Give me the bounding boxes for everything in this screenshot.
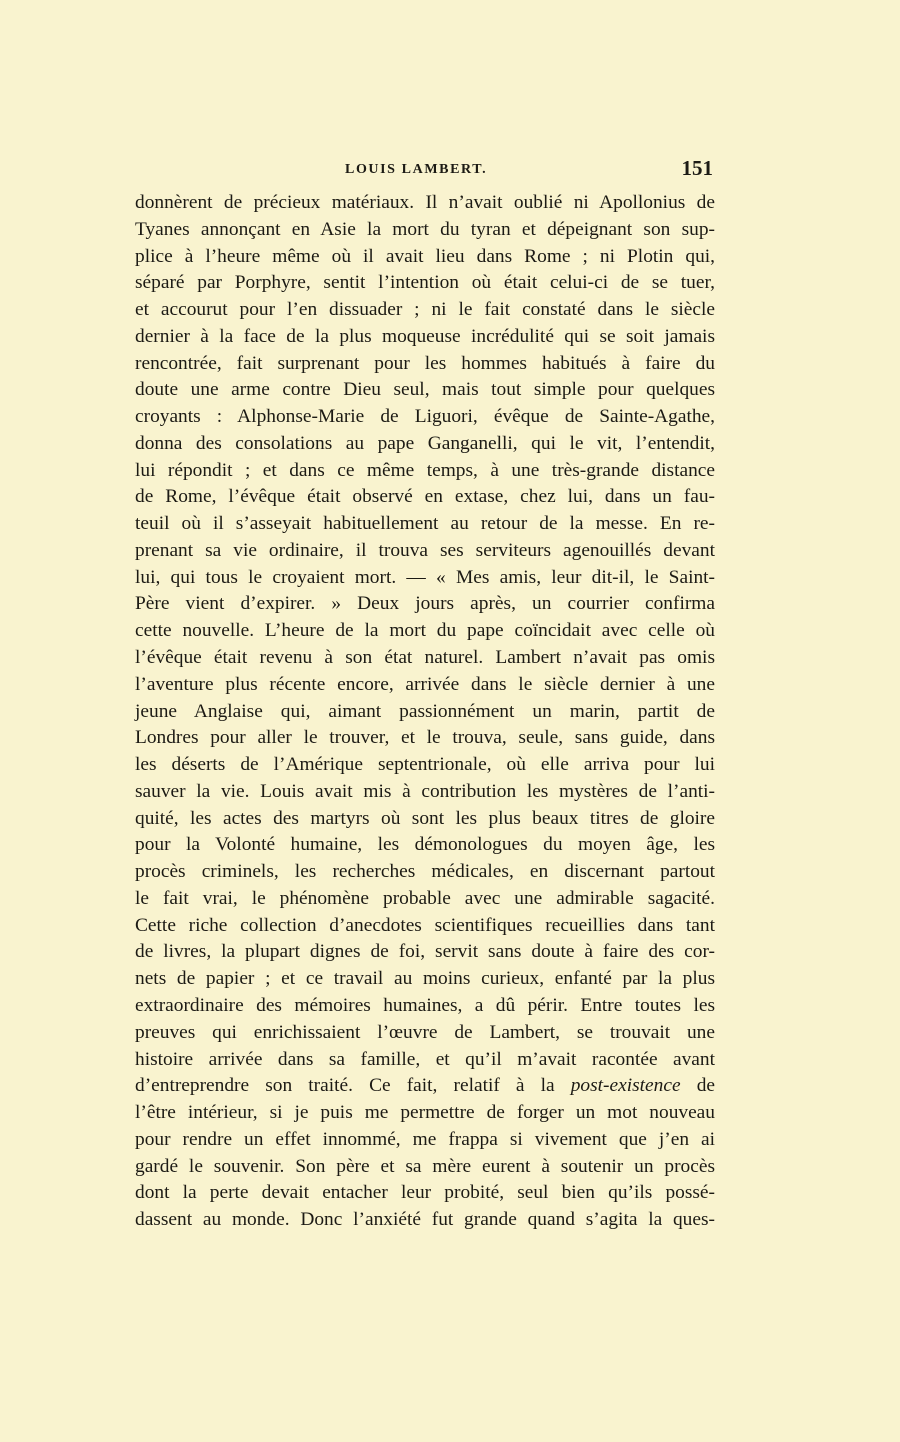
text-segment: d’entreprendre son traité. Ce fait, relatif à la xyxy=(135,1075,571,1097)
running-title: LOUIS LAMBERT. xyxy=(345,162,488,177)
page-number: 151 xyxy=(681,156,713,180)
page-header xyxy=(135,158,715,184)
text-line: pour la Volonté humaine, les démonologues du moyen âge, les xyxy=(135,834,715,856)
text-line: procès criminels, les recherches médicales, en discernant partout xyxy=(135,861,715,883)
text-line: Londres pour aller le trouver, et le trouva, seule, sans guide, dans xyxy=(135,727,715,749)
text-line: Père vient d’expirer. » Deux jours après, un courrier confirma xyxy=(135,593,715,615)
text-line: donnèrent de précieux matériaux. Il n’avait oublié ni Apollonius de xyxy=(135,192,715,213)
italic-term: post-existence xyxy=(570,1075,681,1097)
text-line: l’être intérieur, si je puis me permettre de forger un mot nouveau xyxy=(135,1102,715,1124)
text-line: nets de papier ; et ce travail au moins curieux, enfanté par la plus xyxy=(135,968,715,990)
text-line: Tyanes annonçant en Asie la mort du tyran et dépeignant son sup- xyxy=(135,218,715,240)
text-line: donna des consolations au pape Ganganelli, qui le vit, l’entendit, xyxy=(135,432,715,454)
text-line: pour rendre un effet innommé, me frappa si vivement que j’en ai xyxy=(135,1128,715,1150)
text-line: les déserts de l’Amérique septentrionale, où elle arriva pour lui xyxy=(135,754,715,776)
text-line: dassent au monde. Donc l’anxiété fut grande quand s’agita la ques- xyxy=(135,1209,715,1231)
text-line: de livres, la plupart dignes de foi, servit sans doute à faire des cor- xyxy=(135,941,715,963)
text-line: croyants : Alphonse-Marie de Liguori, évêque de Sainte-Agathe, xyxy=(135,406,715,428)
text-line: de Rome, l’évêque était observé en extase, chez lui, dans un fau- xyxy=(135,486,715,508)
text-line: dont la perte devait entacher leur probité, seul bien qu’ils possé- xyxy=(135,1182,715,1204)
text-segment: de xyxy=(680,1075,715,1097)
text-line: histoire arrivée dans sa famille, et qu’il m’avait racontée avant xyxy=(135,1048,715,1070)
text-line: plice à l’heure même où il avait lieu dans Rome ; ni Plotin qui, xyxy=(135,245,715,267)
text-line: teuil où il s’asseyait habituellement au retour de la messe. En re- xyxy=(135,513,715,535)
text-line: cette nouvelle. L’heure de la mort du pape coïncidait avec celle où xyxy=(135,620,715,642)
text-line: jeune Anglaise qui, aimant passionnément un marin, partit de xyxy=(135,700,715,722)
text-line: extraordinaire des mémoires humaines, a dû périr. Entre toutes les xyxy=(135,994,715,1016)
text-line: rencontrée, fait surprenant pour les hommes habitués à faire du xyxy=(135,352,715,374)
text-line: gardé le souvenir. Son père et sa mère eurent à soutenir un procès xyxy=(135,1155,715,1177)
text-line: Cette riche collection d’anecdotes scientifiques recueillies dans tant xyxy=(135,914,715,936)
text-line: quité, les actes des martyrs où sont les plus beaux titres de gloire xyxy=(135,807,715,829)
body-text xyxy=(135,190,715,1234)
text-line: séparé par Porphyre, sentit l’intention où était celui-ci de se tuer, xyxy=(135,272,715,294)
text-line: preuves qui enrichissaient l’œuvre de Lambert, se trouvait une xyxy=(135,1021,715,1043)
text-line: le fait vrai, le phénomène probable avec une admirable sagacité. xyxy=(135,887,715,909)
text-line: l’évêque était revenu à son état naturel. Lambert n’avait pas omis xyxy=(135,647,715,669)
text-line: lui répondit ; et dans ce même temps, à une très-grande distance xyxy=(135,459,715,481)
text-line xyxy=(135,1073,715,1100)
text-line: dernier à la face de la plus moqueuse incrédulité qui se soit jamais xyxy=(135,325,715,347)
text-line: et accourut pour l’en dissuader ; ni le fait constaté dans le siècle xyxy=(135,299,715,321)
text-line: sauver la vie. Louis avait mis à contribution les mystères de l’anti- xyxy=(135,780,715,802)
text-line: l’aventure plus récente encore, arrivée dans le siècle dernier à une xyxy=(135,673,715,695)
text-line: lui, qui tous le croyaient mort. — « Mes amis, leur dit-il, le Saint- xyxy=(135,566,715,588)
text-line: prenant sa vie ordinaire, il trouva ses serviteurs agenouillés devant xyxy=(135,539,715,561)
text-line: doute une arme contre Dieu seul, mais tout simple pour quelques xyxy=(135,379,715,401)
